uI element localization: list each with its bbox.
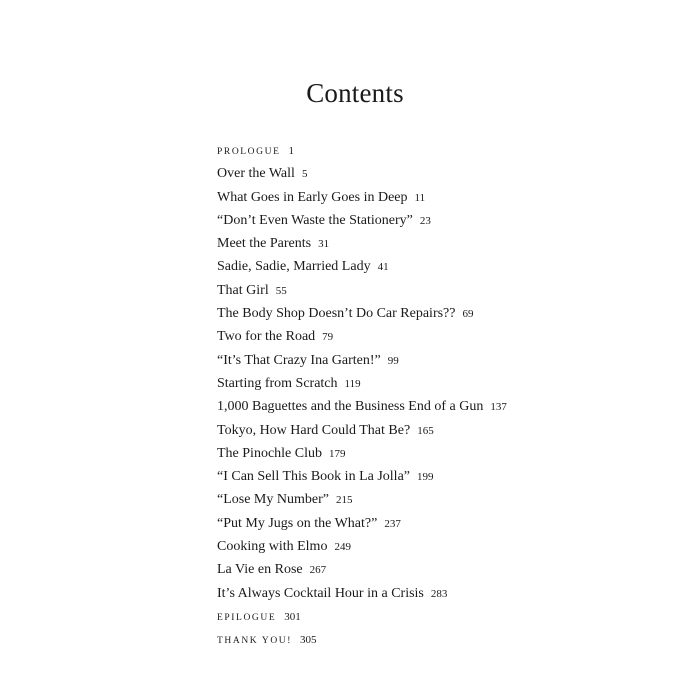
toc-entry-title: Over the Wall — [217, 166, 295, 182]
toc-entry-title: La Vie en Rose — [217, 562, 303, 578]
toc-entry-page-number: 237 — [384, 517, 401, 530]
toc-entry-page-number: 99 — [387, 354, 399, 367]
toc-entry-title: THANK YOU! — [217, 636, 293, 647]
toc-entry-title: That Girl — [217, 282, 269, 298]
toc-entry[interactable] — [217, 301, 657, 324]
toc-entry-title: “I Can Sell This Book in La Jolla” — [217, 469, 410, 485]
toc-entry[interactable] — [217, 534, 657, 557]
toc-entry-title: It’s Always Cocktail Hour in a Crisis — [217, 585, 424, 601]
toc-entry[interactable] — [217, 627, 657, 650]
toc-entry[interactable] — [217, 138, 657, 161]
toc-entry[interactable] — [217, 511, 657, 534]
toc-entry-page-number: 301 — [284, 610, 301, 623]
toc-entry[interactable] — [217, 581, 657, 604]
toc-entry-title: Cooking with Elmo — [217, 539, 328, 555]
toc-entry[interactable] — [217, 464, 657, 487]
toc-entry[interactable] — [217, 487, 657, 510]
toc-entry-title: The Pinochle Club — [217, 445, 322, 461]
toc-entry-title: PROLOGUE — [217, 147, 281, 157]
toc-entry-title: “Put My Jugs on the What?” — [217, 515, 378, 531]
toc-entry-title: Starting from Scratch — [217, 375, 338, 391]
toc-entry-page-number: 137 — [490, 401, 507, 414]
toc-entry-title: Tokyo, How Hard Could That Be? — [217, 422, 411, 438]
toc-entry-page-number: 179 — [329, 447, 346, 460]
toc-entry[interactable] — [217, 185, 657, 208]
toc-entry[interactable] — [217, 208, 657, 231]
toc-entry-page-number: 305 — [300, 634, 317, 647]
toc-entry[interactable] — [217, 557, 657, 580]
toc-entry[interactable] — [217, 394, 657, 417]
toc-entry-title: The Body Shop Doesn’t Do Car Repairs?? — [217, 306, 456, 322]
page-title: Contents — [306, 78, 404, 108]
toc-entry-title: “It’s That Crazy Ina Garten!” — [217, 352, 381, 368]
toc-entry-page-number: 41 — [377, 261, 389, 274]
toc-entry-page-number: 215 — [335, 494, 353, 507]
toc-entry[interactable] — [217, 371, 657, 394]
toc-entry[interactable] — [217, 348, 657, 371]
toc-entry[interactable] — [217, 254, 657, 277]
toc-entry[interactable] — [217, 604, 657, 627]
toc-entry[interactable] — [217, 278, 657, 301]
toc-entry[interactable] — [217, 231, 657, 254]
toc-entry[interactable] — [217, 418, 657, 441]
toc-entry-page-number: 5 — [301, 168, 308, 181]
toc-entry-page-number: 31 — [318, 238, 330, 251]
table-of-contents — [217, 138, 657, 651]
toc-entry-title: Meet the Parents — [217, 236, 312, 252]
toc-entry[interactable] — [217, 161, 657, 184]
toc-entry-title: Sadie, Sadie, Married Lady — [217, 259, 371, 275]
toc-entry[interactable] — [217, 441, 657, 464]
toc-entry-page-number: 267 — [309, 564, 327, 577]
toc-entry-title: “Lose My Number” — [217, 492, 329, 508]
toc-entry-page-number: 69 — [462, 308, 474, 321]
toc-entry-title: EPILOGUE — [217, 612, 277, 623]
toc-entry-page-number: 165 — [417, 424, 434, 437]
toc-entry-page-number: 55 — [275, 284, 287, 297]
toc-entry-page-number: 119 — [344, 377, 361, 390]
toc-entry-page-number: 23 — [419, 214, 431, 227]
toc-entry-title: Two for the Road — [217, 329, 316, 345]
toc-entry-page-number: 1 — [288, 145, 294, 157]
toc-entry-title: What Goes in Early Goes in Deep — [217, 189, 408, 205]
toc-entry-page-number: 79 — [322, 331, 334, 344]
toc-entry-page-number: 199 — [417, 471, 434, 484]
toc-entry-title: “Don’t Even Waste the Stationery” — [217, 212, 413, 228]
toc-entry-title: 1,000 Baguettes and the Business End of a Gun — [217, 399, 484, 415]
toc-entry-page-number: 283 — [430, 587, 448, 600]
toc-entry-page-number: 249 — [334, 541, 351, 554]
toc-entry-page-number: 11 — [414, 191, 426, 204]
toc-entry[interactable] — [217, 324, 657, 347]
